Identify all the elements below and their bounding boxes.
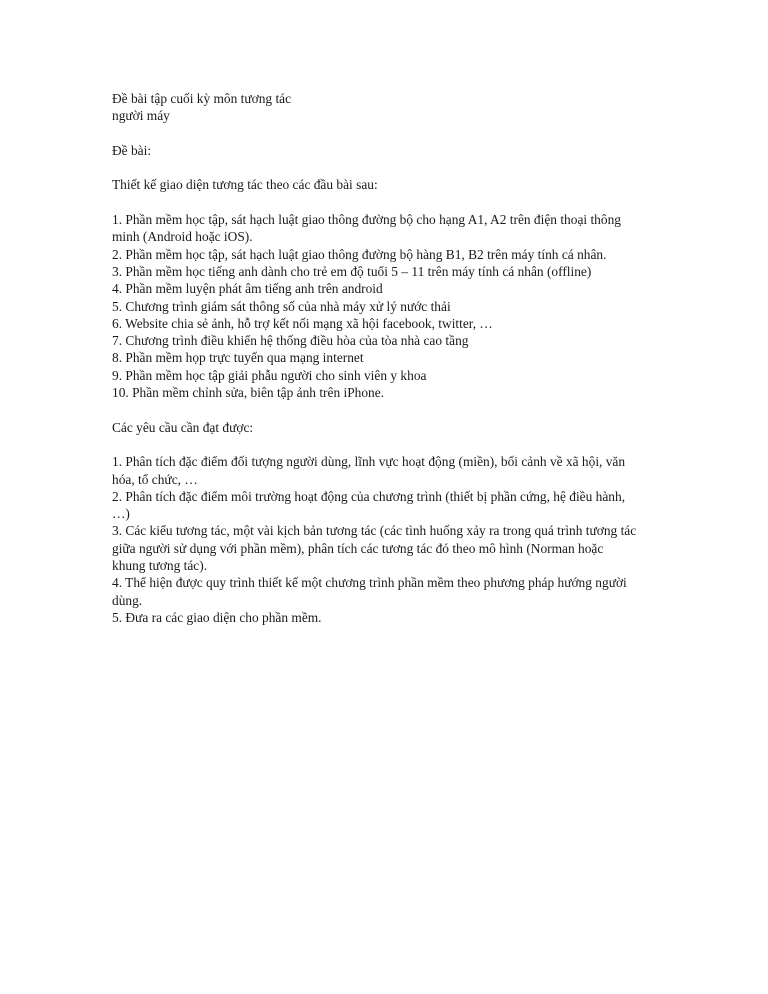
requirement-item: 5. Đưa ra các giao diện cho phần mềm.: [112, 609, 322, 625]
topic-item: 3. Phần mềm học tiếng anh dành cho trẻ em độ tuổi 5 – 11 trên máy tính cá nhân (offline): [112, 263, 592, 279]
requirements-label: Các yêu cầu cần đạt được:: [112, 419, 254, 435]
topic-item: 6. Website chia sẻ ảnh, hỗ trợ kết nối mạng xã hội facebook, twitter, …: [112, 315, 493, 331]
topic-item: 5. Chương trình giám sát thông số của nhà máy xử lý nước thải: [112, 298, 451, 314]
spacer: [112, 159, 640, 176]
requirement-item: 1. Phân tích đặc điểm đối tượng người dùng, lĩnh vực hoạt động (miền), bối cảnh về xã hội, văn hóa, tổ chức, …: [112, 454, 626, 487]
requirement-list: [112, 453, 640, 626]
document-body: [112, 90, 640, 626]
spacer: [112, 401, 640, 418]
topic-item: 2. Phần mềm học tập, sát hạch luật giao thông đường bộ hàng B1, B2 trên máy tính cá nhân.: [112, 246, 607, 262]
spacer: [112, 125, 640, 142]
assignment-label: Đề bài:: [112, 142, 152, 158]
spacer: [112, 194, 640, 211]
requirement-item: 2. Phân tích đặc điểm môi trường hoạt động của chương trình (thiết bị phần cứng, hệ điều hành, …): [112, 488, 626, 522]
topic-item: 9. Phần mềm học tập giải phẫu người cho sinh viên y khoa: [112, 367, 427, 383]
topic-list: [112, 211, 640, 401]
topic-item: 7. Chương trình điều khiển hệ thống điều hòa của tòa nhà cao tầng: [112, 333, 469, 349]
requirement-item: 4. Thể hiện được quy trình thiết kế một chương trình phần mềm theo phương pháp hướng người dùng.: [112, 575, 627, 608]
topic-item: 4. Phần mềm luyện phát âm tiếng anh trên android: [112, 281, 383, 297]
instruction-text: Thiết kế giao diện tương tác theo các đầu bài sau:: [112, 177, 378, 193]
requirement-item: 3. Các kiểu tương tác, một vài kịch bản tương tác (các tình huống xảy ra trong quá trình tương tác giữa người sử dụng với phần mềm), phân tích các tương tác đó theo mô hình (Norman hoặc khung tương tác).: [112, 523, 637, 574]
document-title-line-1: Đề bài tập cuối kỳ môn tương tác: [112, 91, 292, 106]
document-title-line-2: người máy: [112, 108, 170, 124]
spacer: [112, 436, 640, 453]
topic-item: 8. Phần mềm họp trực tuyến qua mạng internet: [112, 350, 364, 366]
topic-item: 10. Phần mềm chỉnh sửa, biên tập ảnh trên iPhone.: [112, 385, 385, 401]
topic-item: 1. Phần mềm học tập, sát hạch luật giao thông đường bộ cho hạng A1, A2 trên điện thoại thông minh (Android hoặc iOS).: [112, 212, 621, 245]
